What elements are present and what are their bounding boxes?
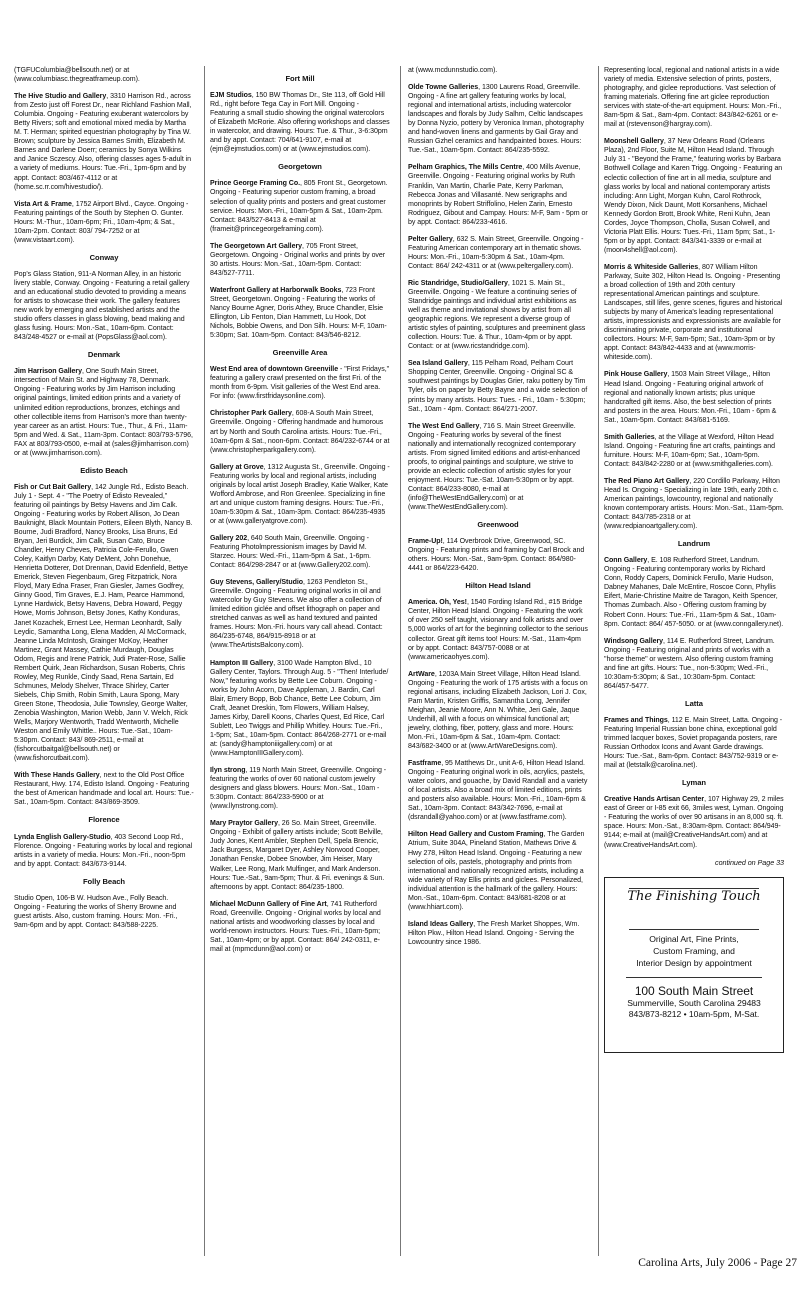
ad-divider [626,977,762,978]
gallery-details: , next to the Old Post Office Restaurant, Hwy. 174, Edisto Island. Ongoing - Featuring the best of American handmade and local art. Hours: Tue.-Sat., 10am-5pm. Contact: 843/869-3509. [14,772,194,807]
gallery-listing [14,771,194,807]
gallery-listing [14,200,194,245]
gallery-details: , 3100 Wade Hampton Blvd., 10 Gallery Center, Taylors. Through Aug. 5 - "Then! Interlude/ Now," featuring works by Bette Lee Coburn. Ongoing - works by John Acorn, Dave Appleman, J. Bardin, Carl Blair, Emery Bopp, Bob Chance, Bette Lee Coburn, Jim Craft, Jeanet Dreskin, Tom Flowers, William Halsey, James Kirby, Darell Koons, Charles Quest, Ed Rice, Carl Sublett, Leo Twiggs and Phillip Whitley. Hours: Tue.-Fri., 1-5pm; Sat., 10am-5pm. Contact: 864/268-2771 or e-mail at: (sandy@hamptoniiigallery.com) or at (www.HamptonIIIGallery.com). [210,659,389,757]
column-rule [204,66,205,1256]
gallery-name: The Hive Studio and Gallery [14,93,107,101]
gallery-name: Michael McDunn Gallery of Fine Art [210,900,327,908]
gallery-listing [210,365,390,401]
gallery-name: Ric Standridge, Studio/Gallery [408,279,508,287]
gallery-listing [604,66,784,129]
column-3 [408,66,588,955]
location-heading: Landrum [677,539,711,549]
gallery-name: Smith Galleries [604,433,655,441]
gallery-details: , 1540 Fording Island Rd., #15 Bridge Center, Hilton Head Island. Ongoing - Featuring the work of over 250 self taught, visionary and folk artists and over 5,000 works of art for the beginning collector to the serious collector. Great gift items too! Hours: M.-Sat., 11am-4pm or by appt. Contact: 843/757-0088 or at (www.americaohyes.com). [408,599,588,661]
gallery-details: , 1752 Airport Blvd., Cayce. Ongoing - Featuring paintings of the South by Stephen O. Gunter. Hours: M.-Thur., 10am-6pm; Fri., 10am-4pm; & Sat., 10am-2pm. Contact: 803/ 794-7252 or at (www.vistaart.com). [14,200,189,244]
gallery-listing [14,367,194,457]
gallery-name: America. Oh, Yes! [408,599,467,607]
gallery-name: Island Ideas Gallery [408,920,474,928]
column-rule [400,66,401,1256]
gallery-details: , 1503 Main Street Village,, Hilton Head Island. Ongoing - Featuring original artwork of regional and nationally known artists; plus unique handcrafted gift items. Also, the best selection of prints and posters in the area. Hours: Mon.-Fri., 10am - 6pm & Sat., 10am-5pm. Contact: 843/681-5169. [604,371,777,424]
location-heading: Denmark [87,350,121,360]
gallery-details: , 1021 S. Main St., Greenville. Ongoing - We feature a continuing series of Standridge paintings and individual artist exhibitions as well as theme and invitational shows by artist from all geographic regions. We represent a diverse group of artistic styles of painting, sculptures and preeminent glass collection. Hours: Tue. & Thur., 10am-4pm or by appt. Contact: or at (www.ricstandridge.com). [408,279,586,351]
gallery-listing [408,422,588,512]
gallery-name: Creative Hands Artisan Center [604,796,705,804]
location-heading: Georgetown [278,162,322,172]
gallery-details: , 632 S. Main Street, Greenville. Ongoing - Featuring American contemporary art in thematic shows. Hours: Mon.-Fri., 10am-5:30pm & Sat., 10am-4pm. Contact: 864/ 242-4311 or at (www.peltergallery.com). [408,235,584,270]
gallery-name: Gallery 202 [210,534,248,542]
gallery-details: , 400 Mills Avenue, Greenville. Ongoing - Featuring original works by Ruth Franklin, Van Martin, Charlie Pate, Kerry Parkman, Rebecca Jonas and Villasanté. New serigraphs and monoprints by Robert Striffolino, Helen Zarin, Ernesto Rodriguez, Gibout and Campay. Hours: M-F, 9am - 5pm or by appt. Contact: 864/233-4616. [408,164,588,226]
gallery-details: , 37 New Orleans Road (Orleans Plaza), 2nd Floor, Suite M, Hilton Head Island. Through July 31 - "Beyond the Frame," featuring works by Barbara Bothwell Collage and Karen Trigg. Ongoing - Featuring an eclectic collection of fine art in all media, sculpture and glass works by local and national contemporary artists including: Ann Light, Morgan Kuhn, Carol Rothrock, Wendy Dixon, Nick Daunt, Mott Korsanhens, Michael Kennedy Gordon Brott, Brook White, Reni Kuhn, Jean Cordes, Joyce Thompson, Cholla, Susan Colwell, and Victoria Platt Ellis. Hours: Tues.-Fri., 11am 5pm; Sat., 1-5pm or by appt. Contact: 843/341-3339 or e-mail at (moon4shell@aol.com). [604,138,783,254]
gallery-name: Frame-Up! [408,538,443,546]
location-heading: Folly Beach [82,876,126,886]
gallery-name: Gallery at Grove [210,463,264,471]
gallery-name: Vista Art & Frame [14,200,72,208]
continued-note: continued on Page 33 [715,857,784,867]
gallery-details: , 403 Second Loop Rd., Florence. Ongoing - Featuring works by local and regional artists in a variety of media. Hours: Mon.-Fri., noon-5pm and by appt. Contact: 843/673-9144. [14,833,193,868]
gallery-details: , 608-A South Main Street, Greenville. Ongoing - Offering handmade and humorous art by North and South Carolina artists. Hours: Tue.-Fri., 10am-6pm & Sat., noon-6pm. Contact: 864/232-6744 or at (www.christopherparkgallery.com). [210,410,390,454]
gallery-listing [408,163,588,226]
gallery-details: , 115 Pelham Road, Pelham Court Shopping Center, Greenville. Ongoing - Original SC & southwest paintings by Douglas Grier, raku pottery by Tim Tyler, oils on paper by Betty Bayne and a wide selection of prints by many artists. Hours: Tues. - Fri., 10am - 5:30pm; Sat., 10am - 4pm. Contact: 864/271-2007. [408,360,588,413]
ad-service-line: Original Art, Fine Prints, [649,933,739,944]
gallery-listing [604,433,784,469]
gallery-details: , The Garden Atrium, Suite 304A, Pineland Station, Mathews Drive & Hwy 278, Hilton Head Island. Ongoing - Featuring a new selection of oils, pastels, photography and prints from international and nationally recognized artists, including a wide variety of Ray Ellis prints and giclees. Personalized, individual attention is the hallmark of the gallery. Hours: Mon.-Sat., 10am-6pm. Contact: 843/681-8208 or at (www.hhiart.com). [408,831,585,911]
gallery-name: EJM Studios [210,92,252,100]
finishing-touch-ad [604,877,784,1053]
gallery-listing [408,66,588,75]
gallery-listing [408,670,588,751]
gallery-listing [408,598,588,661]
gallery-listing [14,92,194,192]
location-heading: Latta [685,698,703,708]
gallery-listing [210,463,390,526]
gallery-name: West End area of downtown Greenville [210,366,339,374]
ad-services [605,933,783,969]
column-4 [604,66,784,1053]
gallery-details: Pop's Glass Station, 911-A Norman Alley, in an historic livery stable, Conway. Ongoing - Featuring a retail gallery and an educational studio devoted to providing a means for artists to showcase their work. The gallery features new work by emerging and established artists and the studio offers classes in glass blowing, bead making and glass fusing. Hours: Mon.-Sat., 10am-6pm. Contact: 843/248-4527 or e-mail at (PopsGlass@aol.com). [14,270,190,342]
gallery-name: Christopher Park Gallery [210,410,292,418]
gallery-details: , 107 Highway 29, 2 miles east of Greer or I-85 exit 66, 3miles west, Lyman. Ongoing - Featuring the works of over 90 artisans in an 8,000 sq. ft. space. Hours: Mon.-Sat., 8:30am-8pm. Contact: 864/949-9144; e-mail at (mail@CreativeHandsArt.com) and at (www.CreativeHandsArt.com). [604,796,784,849]
gallery-name: Pelter Gallery [408,235,453,243]
gallery-name: Guy Stevens, Gallery/Studio [210,579,304,587]
ad-service-line: Custom Framing, and [653,945,735,956]
gallery-listing [14,894,194,930]
gallery-listing [210,534,390,570]
gallery-listing [408,279,588,351]
gallery-name: Ilyn strong [210,767,246,775]
location-heading: Florence [88,815,120,825]
column-rule [598,66,599,1256]
gallery-name: The Georgetown Art Gallery [210,242,303,250]
gallery-name: The Red Piano Art Gallery [604,477,690,485]
gallery-details: , 705 Front Street, Georgetown. Ongoing - Original works and prints by over 30 artists. Hours: Mon.-Sat., 10am-5pm. Contact: 843/527-7711. [210,242,386,277]
gallery-details: , 114 Overbrook Drive, Greenwood, SC. Ongoing - Featuring prints and framing by Carl Brock and others. Hours: Mon.-Sat., 9am-9pm. Contact: 864/980-4441 or 864/223-6420. [408,538,585,573]
page-footer: Carolina Arts, July 2006 - Page 27 [638,1257,797,1269]
gallery-details: , 741 Rutherford Road, Greenville. Ongoing - Original works by local and national artists and woodworking classes by local and world-renown instructors. Hours: Tues.-Fri., 10am-5pm; Sat., 10am-4pm; or by appt. Contact: 864/ 242-0311, e-mail at (mpmcdunn@aol.com) or [210,900,381,953]
gallery-name: With These Hands Gallery [14,772,100,780]
gallery-details: , 1203A Main Street Village, Hilton Head Island. Ongoing - Featuring the work of 175 artists with a focus on regional artisans, including Elizabeth Jackson, Lori J. Cox, Pam Martin, Kristen Griffis, Samantha Long, Jennifer Meighan, Jeanie Moore, Ann N. White, Jeri Gale, Jaque Underhill, all with a focus on whimsical functional art; jewelry, clothing, fiber, pottery, glass and more. Hours: Mon.-Fri., 10am-6pm & Sat., 10am-4pm. Contact: 843/682-3400 or at (www.ArtWareDesigns.com). [408,670,588,751]
gallery-listing [210,900,390,954]
gallery-details: , 112 E. Main Street, Latta. Ongoing - Featuring Imperial Russian bone china, exceptional gold trimmed lacquer boxes, Soviet propaganda posters, rare Russian Orthodox Icons and Avant Garde drawings. Hours: Tue.-Sat., 8am-6pm. Contact: 843/752-9319 or e-mail at (letstalk@carolina.net). [604,716,783,770]
gallery-name: Morris & Whiteside Galleries [604,263,699,271]
gallery-listing [210,286,390,340]
gallery-listing [604,263,784,363]
gallery-listing [210,242,390,278]
gallery-name: Sea Island Gallery [408,360,468,368]
location-heading: Conway [89,252,119,262]
ad-service-line: Interior Design by appointment [636,957,752,968]
location-heading: Edisto Beach [80,465,128,475]
ad-city: Summerville, South Carolina 29483 [627,997,761,1008]
gallery-details: at (www.mcdunnstudio.com). [408,67,498,74]
gallery-details: , The Fresh Market Shoppes, Wm. Hilton Pkw., Hilton Head Island. Ongoing - Serving the Lowcountry since 1986. [408,920,580,946]
gallery-details: , 1263 Pendleton St., Greenville. Ongoing - Featuring original works in oil and watercolor by Guy Stevens. We also offer a collection of limited edition giclée and offset lithograph on paper and stretched canvas as well as hand textured and painted frames. Hours: Mon.-Fri. hours vary call ahead. Contact: 864/235-6748, 864/915-8918 or at (www.TheArtistsBalcony.com). [210,579,383,650]
gallery-listing [210,659,390,759]
gallery-listing [408,83,588,155]
gallery-listing [604,637,784,691]
gallery-listing [604,477,784,531]
gallery-listing [604,795,784,849]
location-heading: Greenville Area [272,348,328,358]
column-2 [210,66,390,962]
gallery-details: , 807 William Hilton Parkway, Suite 302, Hilton Head Is. Ongoing - Presenting a broad collection of 19th and 20th century representational American paintings and sculpture. Landscapes, still lifes, genre scenes, figures and historical subjects by many of America's leading representational artists, impressionists and expressionists are available for discriminating private, corporate and institutional collectors. Hours: M-F, 9am-5pm; Sat., 10am-3pm or by appt. Contact: 843/842-4433 and at (www.morris-whiteside.com). [604,263,783,362]
gallery-listing [210,819,390,891]
gallery-name: Frames and Things [604,716,668,724]
gallery-listing [604,137,784,255]
gallery-listing [210,179,390,233]
gallery-details: , 1300 Laurens Road, Greenville. Ongoing - A fine art gallery featuring works by local, regional and international artists, including watercolor landscapes and florals by Judy Salhm, Celtic landscapes by Donna Nyzio, pottery by Veronica Inman, photography and hand-woven linens and garments by Gail Gray and Russian Gzhel ceramics and handpainted boxes. Hours: Tue.-Sat., 10am-5pm. Contact: 864/235-5592. [408,84,584,155]
gallery-details: , 3310 Harrison Rd., across from Zesto just off Forest Dr., near Richland Fashion Mall, Columbia. Ongoing - Featuring exuberant watercolors by Betty Rivers; soft and emotional mixed media by Martha M. T. Herman; spirited equestrian photography by Tina W. Brown; sculpture by Jessica Barnes Smith, Elizabeth M. Barnes and Darlene Doerr; ceramics by Sonya Wilkins and Janice Sczescy. Also, offering classes ages 5-adult in a variety of mediums. Hours: Tue.-Fri., 1pm-6pm and by appt. Contact: 803/467-4112 or at (home.sc.rr.com/hivestudio/). [14,93,192,191]
gallery-listing [14,483,194,763]
gallery-details: (TGFUColumbia@bellsouth.net) or at (www.columbiasc.thegreatframeup.com). [14,67,140,84]
gallery-name: Jim Harrison Gallery [14,368,82,376]
gallery-details: , 119 North Main Street, Greenville. Ongoing - featuring the works of over 60 national custom jewelry designers and glass blowers. Hours: Mon.-Sat., 10am - 5:30pm. Contact: 864/233-5900 or at (www.llynstrong.com). [210,767,387,811]
gallery-details: Studio Open, 106-B W. Hudson Ave., Folly Beach. Ongoing - Featuring the works of Sherry Browne and guest artists. Also, custom framing. Hours: Mon. -Fri., 9am-6pm and by appt. Contact: 843/588-2225. [14,894,178,929]
column-1 [14,66,194,938]
gallery-details: , 114 E. Rutherford Street, Landrum. Ongoing - Featuring original and prints of works with a "horse theme" or western. Also offering custom framing and fine art gifts. Hours: Tue., non-5:30pm; Wed.-Fri., 10:30am-5:30pm; & Sat., 10:30am-5pm. Contact: 864/457-5477. [604,637,775,690]
gallery-listing [210,578,390,650]
gallery-name: Hilton Head Gallery and Custom Framing [408,831,544,839]
ad-address: 100 South Main Street [634,983,754,998]
gallery-details: , 805 Front St., Georgetown. Ongoing - Featuring superior custom framing, a broad selection of quality prints and posters and great customer service. Hours: Mon.-Fri., 10am-5pm & Sat., 10am-2pm. Contact: 843/527-8413 & e-mail at (frameit@princegeorgeframing.com). [210,180,388,233]
gallery-listing [408,537,588,573]
gallery-name: Windsong Gallery [604,637,664,645]
gallery-details: - "First Fridays," featuring a gallery crawl presented on the first Fri. of the month from 6-9pm. Visit galleries of the West End area. For info: (www.firstfridaysonline.com). [210,366,390,401]
gallery-listing [210,91,390,154]
gallery-name: Waterfront Gallery at Harborwalk Books [210,286,342,294]
gallery-name: Prince George Framing Co. [210,180,300,188]
gallery-details: , E. 108 Rutherford Street, Landrum. Ongoing - Featuring contemporary works by Richard Conn, Roddy Capers, Dominick Ferullo, Marie Hudson, Dabney Mahanes, Dale McEntire, Roscoe Conn, Phyllis Eifert, Marie-Christine Maitre de Taragon, Keith Spencer, Thomas Zumbach. Also - Offering custom framing by Robert Conn. Hours: Tue.-Fri., 11am-5pm & Sat., 10am-8pm. Contact: 864/ 457-5050. or at (www.conngallery.net). [604,557,784,628]
gallery-listing [604,556,784,628]
gallery-details: , 723 Front Street, Georgetown. Ongoing - Featuring the works of Nancy Bourne Agner, Doris Athey, Bruce Chandler, Elsie Ellington, Lib Fenton, Dian Hammett, Lu Hook, Dot Nichols, Bobbie Owens, and Don Silh. Hours: M-F, 10am-5:30pm; Sat. 10am-5pm. Contact: 843/546-8212. [210,286,387,340]
gallery-name: Conn Gallery [604,557,648,565]
location-heading: Hilton Head Island [465,581,531,591]
gallery-name: Olde Towne Galleries [408,84,479,92]
gallery-listing [408,359,588,413]
gallery-name: Lynda English Gallery-Studio [14,833,111,841]
gallery-name: Hampton III Gallery [210,659,274,667]
gallery-listing [14,270,194,342]
gallery-name: Moonshell Gallery [604,138,664,146]
ad-logo: The Finishing Touch [627,888,761,904]
gallery-details: , 1312 Augusta St., Greenville. Ongoing - Featuring works by local and regional artists, including originals by local artist Joseph Bradley, Katie Walker, Kate Wofford Ambrose, and Ron Greenlee. Specializing in fine art and unique custom framing designs. Hours: Tue.-Fri., 10am-5:30pm & Sat., 10am-3pm. Contact: 864/235-4935 or at (www.galleryatgrove.com). [210,463,390,525]
gallery-name: The West End Gallery [408,422,480,430]
gallery-name: Fastframe [408,760,442,768]
gallery-listing [604,716,784,770]
gallery-listing [408,235,588,271]
ad-phone-hours: 843/873-8212 • 10am-5pm, M-Sat. [628,1008,760,1019]
gallery-listing [604,370,784,424]
gallery-details: Representing local, regional and national artists in a wide variety of media. Extensive selection of prints, posters, photography, and giclee reproductions. Vast selection of framing materials. Offering fine art giclee reproduction services with state-of-the-art equipment. Hours: Mon.-Fri., 8am-5pm & Sat., 8am-4pm. Contact: 843/842-6261 or e-mail at (rstevenson@hargray.com). [604,67,782,129]
gallery-listing [14,833,194,869]
gallery-listing [408,759,588,822]
column-4-listings [604,66,784,850]
gallery-details: , 150 BW Thomas Dr., Ste 113, off Gold Hill Rd., right before Tega Cay in Fort Mill. Ongoing - Featuring a small studio showing the original watercolors of Elizabeth McRorie. Also offering workshops and classes in watercolor, and drawing. Hours: Tue. & Thur., 3-6:30pm and by appt. Contact: 704/641-9107, e-mail at (ejm@ejmstudios.com) or at (www.ejmstudios.com). [210,92,390,154]
ad-logo-frame [629,888,759,930]
gallery-name: Pink House Gallery [604,371,668,379]
gallery-details: , at the Village at Wexford, Hilton Head Island. Ongoing - Featuring fine art crafts, paintings and furniture. Hours: M-F, 10am-6pm; Sat., 10am-5pm. Contact: 843/842-2280 or at (www.smithgalleries.com). [604,433,776,468]
gallery-listing [408,830,588,911]
gallery-details: , 716 S. Main Street Greenville. Ongoing - Featuring works by several of the finest nationally and internationally recognized contemporary artists. From signed limited editions and artist-enhanced proofs, to original paintings and sculpture, we strive to provide an eclectic collection of artistic styles for your enjoyment. Hours: Tue.-Sat. 10am-5:30pm or by appt. Contact: 864/233-8080, e-mail at (info@TheWestEndGallery.com) or at (www.TheWestEndGallery.com). [408,422,580,512]
gallery-listing [210,766,390,811]
location-heading: Greenwood [477,520,519,530]
gallery-listing [210,409,390,454]
gallery-listing [408,920,588,947]
gallery-details: , 95 Matthews Dr., unit A-6, Hilton Head Island. Ongoing - Featuring original work in oils, acrylics, pastels, water colors, and gouache, by David Randall and a variety of local artists. Also a broad mix of limited editions, prints and posters also available. Hours: Mon.-Fri., 10am-6pm & Sat., 10am-3pm. Contact: 843/342-7696, e-mail at (dsrandall@yahoo.com) or at (www.fastframe.com). [408,760,588,822]
gallery-name: Fish or Cut Bait Gallery [14,483,92,491]
gallery-details: , 142 Jungle Rd., Edisto Beach. July 1 - Sept. 4 - "The Poetry of Edisto Revealed," featuring oil paintings by Betsy Havens and Jim Calk. Ongoing - Featuring works by Robert Allison, Jo Dean Bauknight, Black Mountain Potters, Eileen Blyth, Nancy B. Bourne, Judi Bradford, Nancy Brooks, Lisa Bruns, Ed Bryan, Jeri Burdick, Jim Calk, Susan Cato, Bruce Chandler, Henry Cheves, Patricia Cole-Ferullo, Gwen Coley, Kaitlyn Darby, Katy DeMent, John Donehue, Henrietta Dotterer, Dot Drennan, David Edenfield, Bettye Emerick, Steven Fiegenbaum, Greg Fitzpatrick, Nora Floyd, Mary Edna Fraser, Fran Giesler, James Godfrey, Ginny Good, Tim Graves, E.J. Ham, Pearce Hammond, Lynne Hardwick, Betsy Havens, Debra Howard, Peggy Howe, Morris Johnson, Betsy Jones, Kathy Konduras, Janet Kozachek, Ernest Lee, Herman Leonhardt, Sally Leydic, Samantha Long, Elena Madden, Al McCormack, Jeanne Linda McIntosh, Grainger McKoy, Heather Martinez, Grant Massey, Cathie Murdaugh, Douglas Odom, Regis and Irene Patrick, Judi Prater-Rose, Sallie Rembert Quirk, Jean Richardson, Susan Roberts, Chris Rowley, Meg Runkle, Cindy Saad, Rena Sartain, Ed Schmunes, Melody Shelver, Thrace Shirley, Carter Siebels, Chip Smith, Robin Smith, Laura Spong, Mary Green Stone, Theodosia, Julie Townsley, George Walter, Zenobia Washington, Marion Webb, Jann V. Welch, Rick Wells, Marjory Wentworth, Tradd Wentworth, Michelle Weston and Emily Whittle.. Hours: Tue.-Sat., 10am-5:30pm. Contact: 843/ 869-2511, e-mail at (fishorcutbaitgal@bellsouth.net) or (www.fishorcutbait.com). [14,483,193,763]
gallery-details: , 220 Cordillo Parkway, Hilton Head Is. Ongoing - Specializing in late 19th, early 20th c. American paintings, lowcountry, regional and nationally known contemporary artists. Hours: Mon.-Sat., 11am-5pm. Contact: 843/785-2318 or at (www.redpianoartgallery.com). [604,477,784,531]
gallery-details: , 26 So. Main Street, Greenville. Ongoing - Exhibit of gallery artists include; Scott Belville, Judy Jones, Kent Ambler, Stephen Dell, Spela Brencic, Jack Burgess, Margaret Dyer, Ashley Norwood Cooper, Jonathan Fenske, Dobee Snowber, Jim Heiser, Mary Walker, Lee Rong, Mark Mulfinger, and Mark Anderson. Hours: Tue.-Sat., 9am-5pm; Thur. & Fri. evenings & Sun. afternoons by appt. Contact: 864/235-1800. [210,820,385,891]
gallery-details: , 640 South Main, Greenville. Ongoing - Featuring Photolmpressionism images by David M. Starzec. Hours: Wed.-Fri., 11am-5pm & Sat., 1-6pm. Contact: 864/298-2847 or at (www.Gallery202.com). [210,534,371,570]
gallery-name: Mary Praytor Gallery [210,820,278,828]
gallery-details: , One South Main Street, intersection of Main St. and Highway 78, Denmark. Ongoing - Featuring works by Jim Harrison including original paintings, limited edition prints and a variety of unlimited edition reproductions, bronzes, etchings and other collectible items from Harrison's more than twenty-year career as an artist. Hours: Tue., Thur., & Fri., 11am-5pm and Wed. & Sat., 11am-3pm. Contact: 803/793-5796, FAX at 803/793-0500, e-mail at (sales@jimharrison.com) or at (www.jimharrison.com). [14,368,193,457]
gallery-name: ArtWare [408,670,435,678]
location-heading: Lyman [682,778,706,788]
gallery-listing [14,66,194,84]
location-heading: Fort Mill [285,74,315,83]
gallery-name: Pelham Graphics, The Mills Centre [408,164,523,172]
